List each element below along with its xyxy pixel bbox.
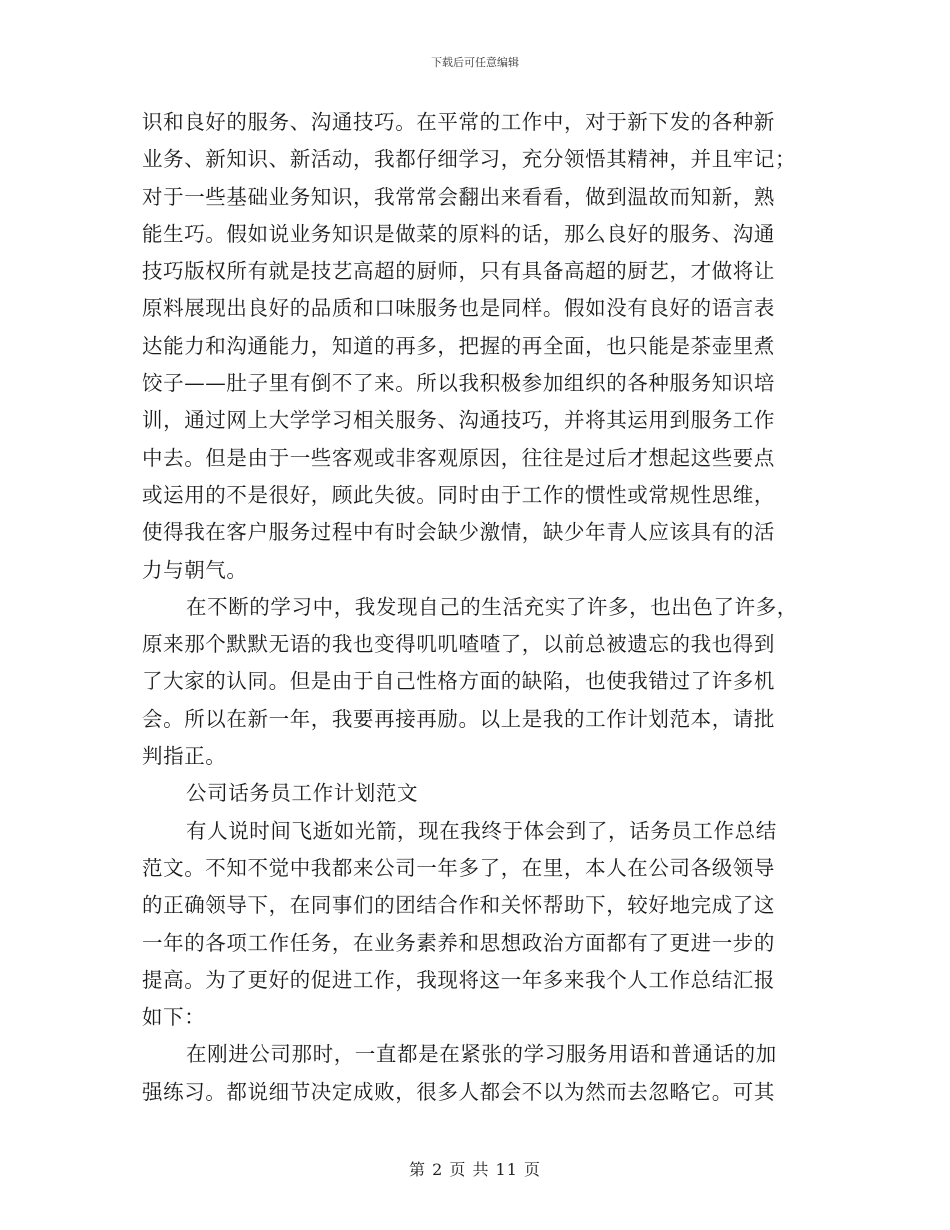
text-line: 的正确领导下，在同事们的团结合作和关怀帮助下，较好地完成了这 (142, 893, 775, 918)
text-line: 对于一些基础业务知识，我常常会翻出来看看，做到温故而知新，熟 (142, 184, 775, 209)
text-line: 公司话务员工作计划范文 (186, 781, 419, 806)
text-line: 在不断的学习中，我发现自己的生活充实了许多，也出色了许多， (186, 594, 798, 619)
text-line: 提高。为了更好的促进工作，我现将这一年多来我个人工作总结汇报 (142, 967, 775, 992)
text-line: 范文。不知不觉中我都来公司一年多了，在里，本人在公司各级领导 (142, 855, 775, 880)
text-line: 强练习。都说细节决定成败，很多人都会不以为然而去忽略它。可其 (142, 1079, 775, 1104)
text-line: 业务、新知识、新活动，我都仔细学习，充分领悟其精神，并且牢记； (142, 147, 797, 172)
text-line: 判指正。 (142, 744, 227, 769)
text-line: 能生巧。假如说业务知识是做菜的原料的话，那么良好的服务、沟通 (142, 221, 775, 246)
text-line: 或运用的不是很好，顾此失彼。同时由于工作的惯性或常规性思维， (142, 482, 775, 507)
text-line: 一年的各项工作任务，在业务素养和思想政治方面都有了更进一步的 (142, 930, 775, 955)
text-line: 达能力和沟通能力，知道的再多，把握的再全面，也只能是茶壶里煮 (142, 333, 775, 358)
text-line: 饺子——肚子里有倒不了来。所以我积极参加组织的各种服务知识培 (142, 371, 775, 396)
text-line: 会。所以在新一年，我要再接再励。以上是我的工作计划范本，请批 (142, 706, 775, 731)
text-line: 力与朝气。 (142, 557, 248, 582)
page-header: 下载后可任意编辑 (431, 56, 519, 69)
text-line: 使得我在客户服务过程中有时会缺少激情，缺少年青人应该具有的活 (142, 520, 775, 545)
text-line: 原料展现出良好的品质和口味服务也是同样。假如没有良好的语言表 (142, 296, 775, 321)
text-line: 如下： (142, 1005, 206, 1030)
document-body (142, 104, 802, 1111)
text-line: 在刚进公司那时，一直都是在紧张的学习服务用语和普通话的加 (186, 1042, 777, 1067)
text-line: 有人说时间飞逝如光箭，现在我终于体会到了，话务员工作总结 (186, 818, 777, 843)
text-line: 识和良好的服务、沟通技巧。在平常的工作中，对于新下发的各种新 (142, 110, 775, 134)
text-line: 了大家的认同。但是由于自己性格方面的缺陷，也使我错过了许多机 (142, 669, 775, 694)
text-line: 原来那个默默无语的我也变得叽叽喳喳了，以前总被遗忘的我也得到 (142, 632, 775, 657)
text-line: 技巧版权所有就是技艺高超的厨师，只有具备高超的厨艺，才做将让 (142, 259, 775, 284)
text-line: 中去。但是由于一些客观或非客观原因，往往是过后才想起这些要点 (142, 445, 775, 470)
text-line: 训，通过网上大学学习相关服务、沟通技巧，并将其运用到服务工作 (142, 408, 775, 433)
page-number-footer: 第 2 页 共 11 页 (409, 1160, 541, 1179)
